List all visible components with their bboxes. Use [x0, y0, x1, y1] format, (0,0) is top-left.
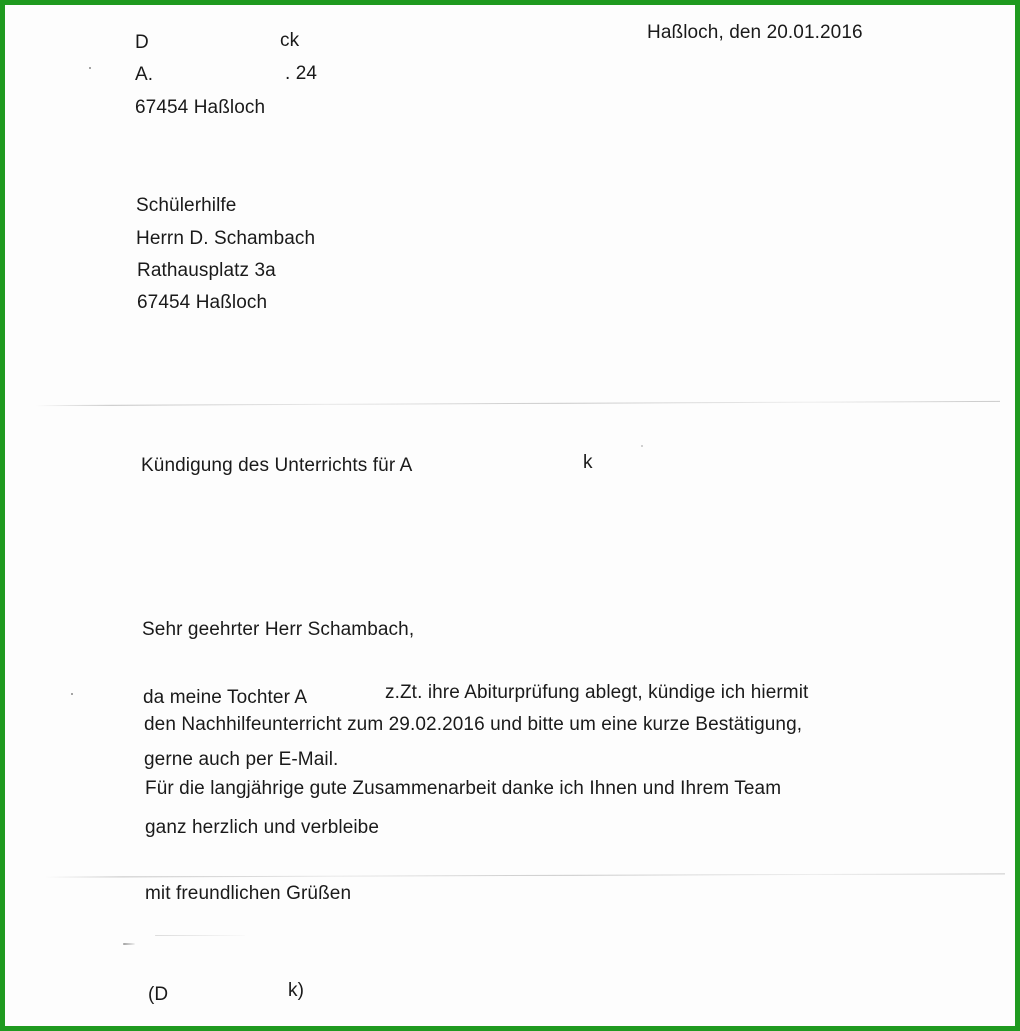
recipient-line-1: Schülerhilfe: [136, 195, 237, 216]
signature-name-start: (D: [148, 984, 169, 1005]
scan-speck: [71, 693, 73, 695]
signature-name-end: k): [288, 980, 305, 1001]
recipient-line-4: 67454 Haßloch: [137, 292, 268, 313]
paper-fold-line: [35, 401, 1000, 406]
body-line-2: den Nachhilfeunterricht zum 29.02.2016 und bitte um eine kurze Bestätigung,: [144, 714, 803, 735]
sender-city: 67454 Haßloch: [135, 97, 266, 118]
body-line-5: ganz herzlich und verbleibe: [145, 817, 380, 838]
paper-fold-line: [45, 873, 1005, 877]
recipient-line-2: Herrn D. Schambach: [136, 228, 316, 249]
scan-speck: [89, 67, 91, 69]
scan-speck: [641, 445, 643, 447]
sender-name-end: ck: [280, 30, 300, 51]
salutation: Sehr geehrter Herr Schambach,: [142, 619, 415, 640]
signature-stroke: [123, 943, 135, 945]
sender-street-end: . 24: [285, 63, 318, 84]
recipient-line-3: Rathausplatz 3a: [137, 260, 276, 281]
body-line-4: Für die langjährige gute Zusammenarbeit danke ich Ihnen und Ihrem Team: [145, 778, 782, 799]
sender-street-start: A.: [135, 64, 154, 85]
sender-name-start: D: [135, 32, 149, 53]
body-line-3: gerne auch per E-Mail.: [144, 749, 339, 770]
closing: mit freundlichen Grüßen: [145, 883, 352, 904]
subject-line: Kündigung des Unterrichts für A: [141, 455, 413, 476]
body-line-1-start: da meine Tochter A: [143, 687, 308, 708]
signature-stroke: [155, 935, 245, 936]
body-line-1-end: z.Zt. ihre Abiturprüfung ablegt, kündige ich hiermit: [385, 682, 809, 703]
place-date: Haßloch, den 20.01.2016: [647, 22, 863, 43]
subject-trailing: k: [583, 452, 593, 473]
